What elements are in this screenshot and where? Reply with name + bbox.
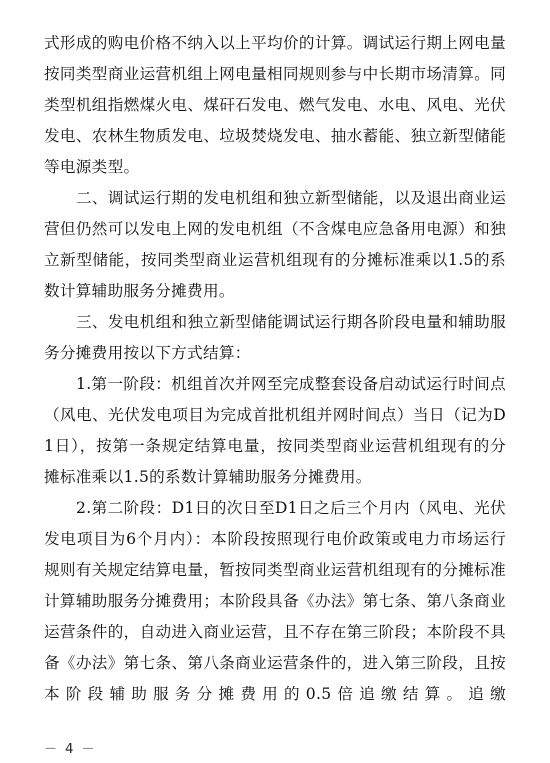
paragraph-clause-3: 三、发电机组和独立新型储能调试运行期各阶段电量和辅助服务分摊费用按以下方式结算： bbox=[44, 313, 506, 362]
document-body bbox=[44, 28, 506, 710]
paragraph-continuation: 式形成的购电价格不纳入以上平均价的计算。调试运行期上网电量按同类型商业运营机组上网电量相同规则参与中长期市场清算。同类型机组指燃煤火电、煤矸石发电、燃气发电、水电、风电、光伏发电、农林生物质发电、垃圾焚烧发电、抽水蓄能、独立新型储能等电源类型。 bbox=[44, 34, 506, 176]
paragraph-clause-2: 二、调试运行期的发电机组和独立新型储能，以及退出商业运营但仍然可以发电上网的发电机组（不含煤电应急备用电源）和独立新型储能，按同类型商业运营机组现有的分摊标准乘以1.5的系数计算辅助服务分摊费用。 bbox=[44, 189, 506, 300]
paragraph-stage-1: 1.第一阶段：机组首次并网至完成整套设备启动试运行时间点（风电、光伏发电项目为完成首批机组并网时间点）当日（记为D1日），按第一条规定结算电量，按同类型商业运营机组现有的分摊标准乘以1.5的系数计算辅助服务分摊费用。 bbox=[44, 375, 506, 486]
page-number: － 4 － bbox=[44, 742, 97, 757]
paragraph-stage-2: 2.第二阶段：D1日的次日至D1日之后三个月内（风电、光伏发电项目为6个月内）：本阶段按照现行电价政策或电力市场运行规则有关规定结算电量，暂按同类型商业运营机组现有的分摊标准计算辅助服务分摊费用；本阶段具备《办法》第七条、第八条商业运营条件的，自动进入商业运营，且不存在第三阶段；本阶段不具备《办法》第七条、第八条商业运营条件的，进入第三阶段，且按本阶段辅助服务分摊费用的0.5倍追缴结算。追缴 bbox=[44, 499, 506, 703]
